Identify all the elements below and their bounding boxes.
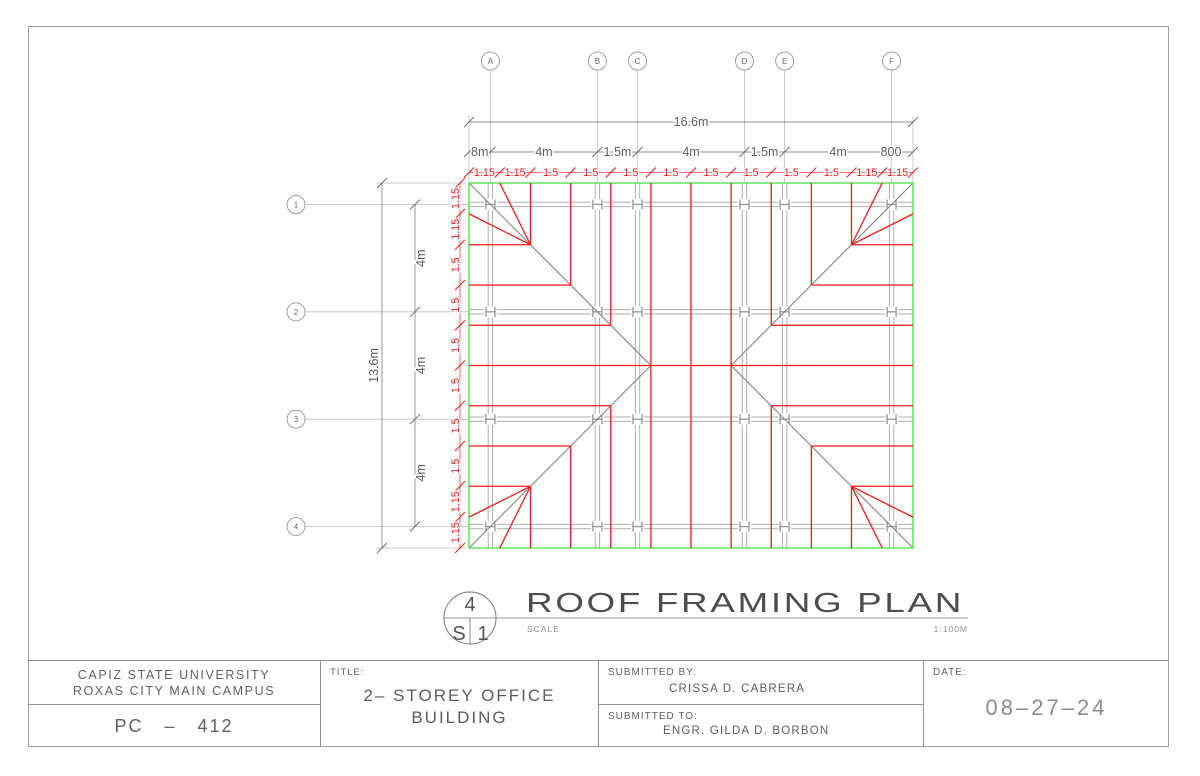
hip-line [731,183,913,366]
hip-line [469,183,651,366]
column-bubble-label: F [889,57,895,66]
row-spacing-dim: 4m [414,356,428,375]
purlin-spacing-top-dim: 1.15 [856,167,878,179]
title-block-submitted-cell [598,661,923,747]
project-title-line2: BUILDING [411,708,508,727]
column-bubble-label: B [594,57,601,66]
sheet-letter: S [452,623,466,645]
purlin-spacing-top-dim: 1.15 [473,167,495,179]
purlin-spacing-left-dim: 1.15 [450,522,462,544]
campus-name: ROXAS CITY MAIN CAMPUS [72,683,276,698]
course-code-cell [28,705,320,747]
column-bubble-label: E [781,57,788,66]
row-bubble-label: 1 [293,200,299,210]
row-bubble-label: 4 [293,522,299,532]
column-spacing-dim: 4m [535,145,553,159]
purlin-spacing-top-dim: 1.5 [783,167,799,179]
purlin-spacing-left-dim: 1.5 [450,418,462,434]
fan-rafter [500,183,531,245]
title-block-title-cell [320,661,598,747]
scale-label: SCALE [527,624,560,634]
fan-rafter [851,183,882,245]
purlin-spacing-top-dim: 1.15 [887,167,909,179]
fan-rafter [469,486,531,517]
row-spacing-dim: 4m [414,464,428,482]
purlin-spacing-top-dim: 1.5 [823,167,839,179]
purlin-spacing-left-dim: 1.15 [450,491,462,513]
submitted-by-label: SUBMITTED BY: [608,667,698,678]
submitted-by-cell [599,661,923,705]
title-block-date-cell [923,661,1169,747]
purlin-spacing-top-dim: 1.15 [504,167,526,179]
column-spacing-dim: 1.5m [603,145,632,159]
title-block-org-cell [28,661,320,747]
purlin-spacing-left-dim: 1.5 [450,378,462,394]
purlin-spacing-left-dim: 1.5 [450,337,462,353]
purlin-spacing-top-dim: 1.5 [663,167,679,179]
overall-width-dim: 16.6m [673,115,709,129]
column-bubble-label: D [741,57,748,66]
column-bubble-label: A [487,57,494,66]
row-bubble-label: 2 [293,307,299,317]
drawing-title: ROOF FRAMING PLAN [526,587,964,618]
hip-line [469,366,651,549]
column-spacing-dim: 1.5m [750,145,779,159]
submitted-by-name: CRISSA D. CABRERA [669,683,806,695]
fan-rafter [469,214,531,245]
row-bubble-label: 3 [293,415,299,425]
detail-number: 4 [464,594,476,616]
column-spacing-dim: 4m [829,145,847,159]
purlin-spacing-top-dim: 1.5 [703,167,719,179]
purlin-spacing-left-dim: 1.5 [450,458,462,474]
column-bubble-label: C [634,57,641,66]
date-value: 08–27–24 [985,695,1108,720]
fan-rafter [851,486,913,517]
overall-height-dim: 13.6m [367,348,381,383]
hip-line [731,366,913,549]
course-code: PC – 412 [114,715,234,736]
fan-rafter [500,486,531,548]
sheet-number: 1 [477,623,489,645]
purlin-spacing-top-dim: 1.5 [623,167,639,179]
column-spacing-dim: 8m [471,145,489,159]
row-spacing-dim: 4m [414,249,428,267]
project-title-line1: 2– STOREY OFFICE [363,686,556,705]
org-name [28,661,320,705]
purlin-spacing-left-dim: 1.15 [450,218,462,240]
project-title [321,685,598,729]
column-spacing-dim: 800 [880,145,902,159]
submitted-to-cell [599,705,923,747]
column-spacing-dim: 4m [682,145,700,159]
purlin-spacing-left-dim: 1.5 [450,297,462,313]
purlin-spacing-top-dim: 1.5 [583,167,599,179]
purlin-spacing-top-dim: 1.5 [743,167,759,179]
fan-rafter [851,214,913,245]
purlin-spacing-top-dim: 1.5 [543,167,559,179]
purlin-spacing-left-dim: 1.15 [450,187,462,209]
submitted-to-name: ENGR. GILDA D. BORBON [663,725,830,737]
title-block [28,660,1169,747]
date-label: DATE: [933,667,967,678]
purlin-spacing-left-dim: 1.5 [450,257,462,273]
scale-value: 1:100M [933,624,968,634]
submitted-to-label: SUBMITTED TO: [608,711,698,722]
fan-rafter [851,486,882,548]
title-label: TITLE: [330,667,365,678]
university-name: CAPIZ STATE UNIVERSITY [77,667,271,682]
